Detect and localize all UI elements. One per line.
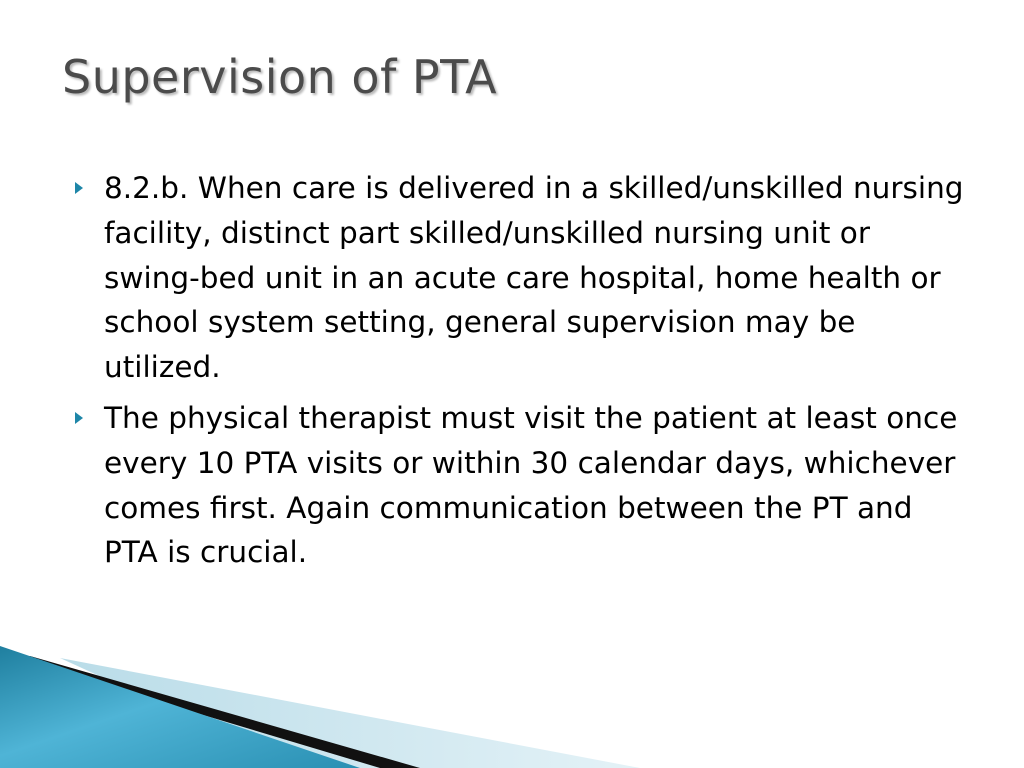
slide-title: Supervision of PTA [62,50,498,104]
bullet-text: 8.2.b. When care is delivered in a skilled/unskilled nursing facility, distinct part skilled/unskilled nursing unit or swing-bed unit in an acute care hospital, home health or school system setting, general supervision may be utilized. [104,171,964,385]
bullet-item [72,166,972,390]
triangle-bullet-icon [75,412,83,424]
triangle-bullet-icon [75,182,83,194]
bullet-list [72,166,972,581]
bullet-text: The physical therapist must visit the patient at least once every 10 PTA visits or within 30 calendar days, whichever comes first. Again communication between the PT and PTA is crucial. [104,400,958,570]
wave-decoration [0,640,1024,768]
bullet-item [72,396,972,575]
